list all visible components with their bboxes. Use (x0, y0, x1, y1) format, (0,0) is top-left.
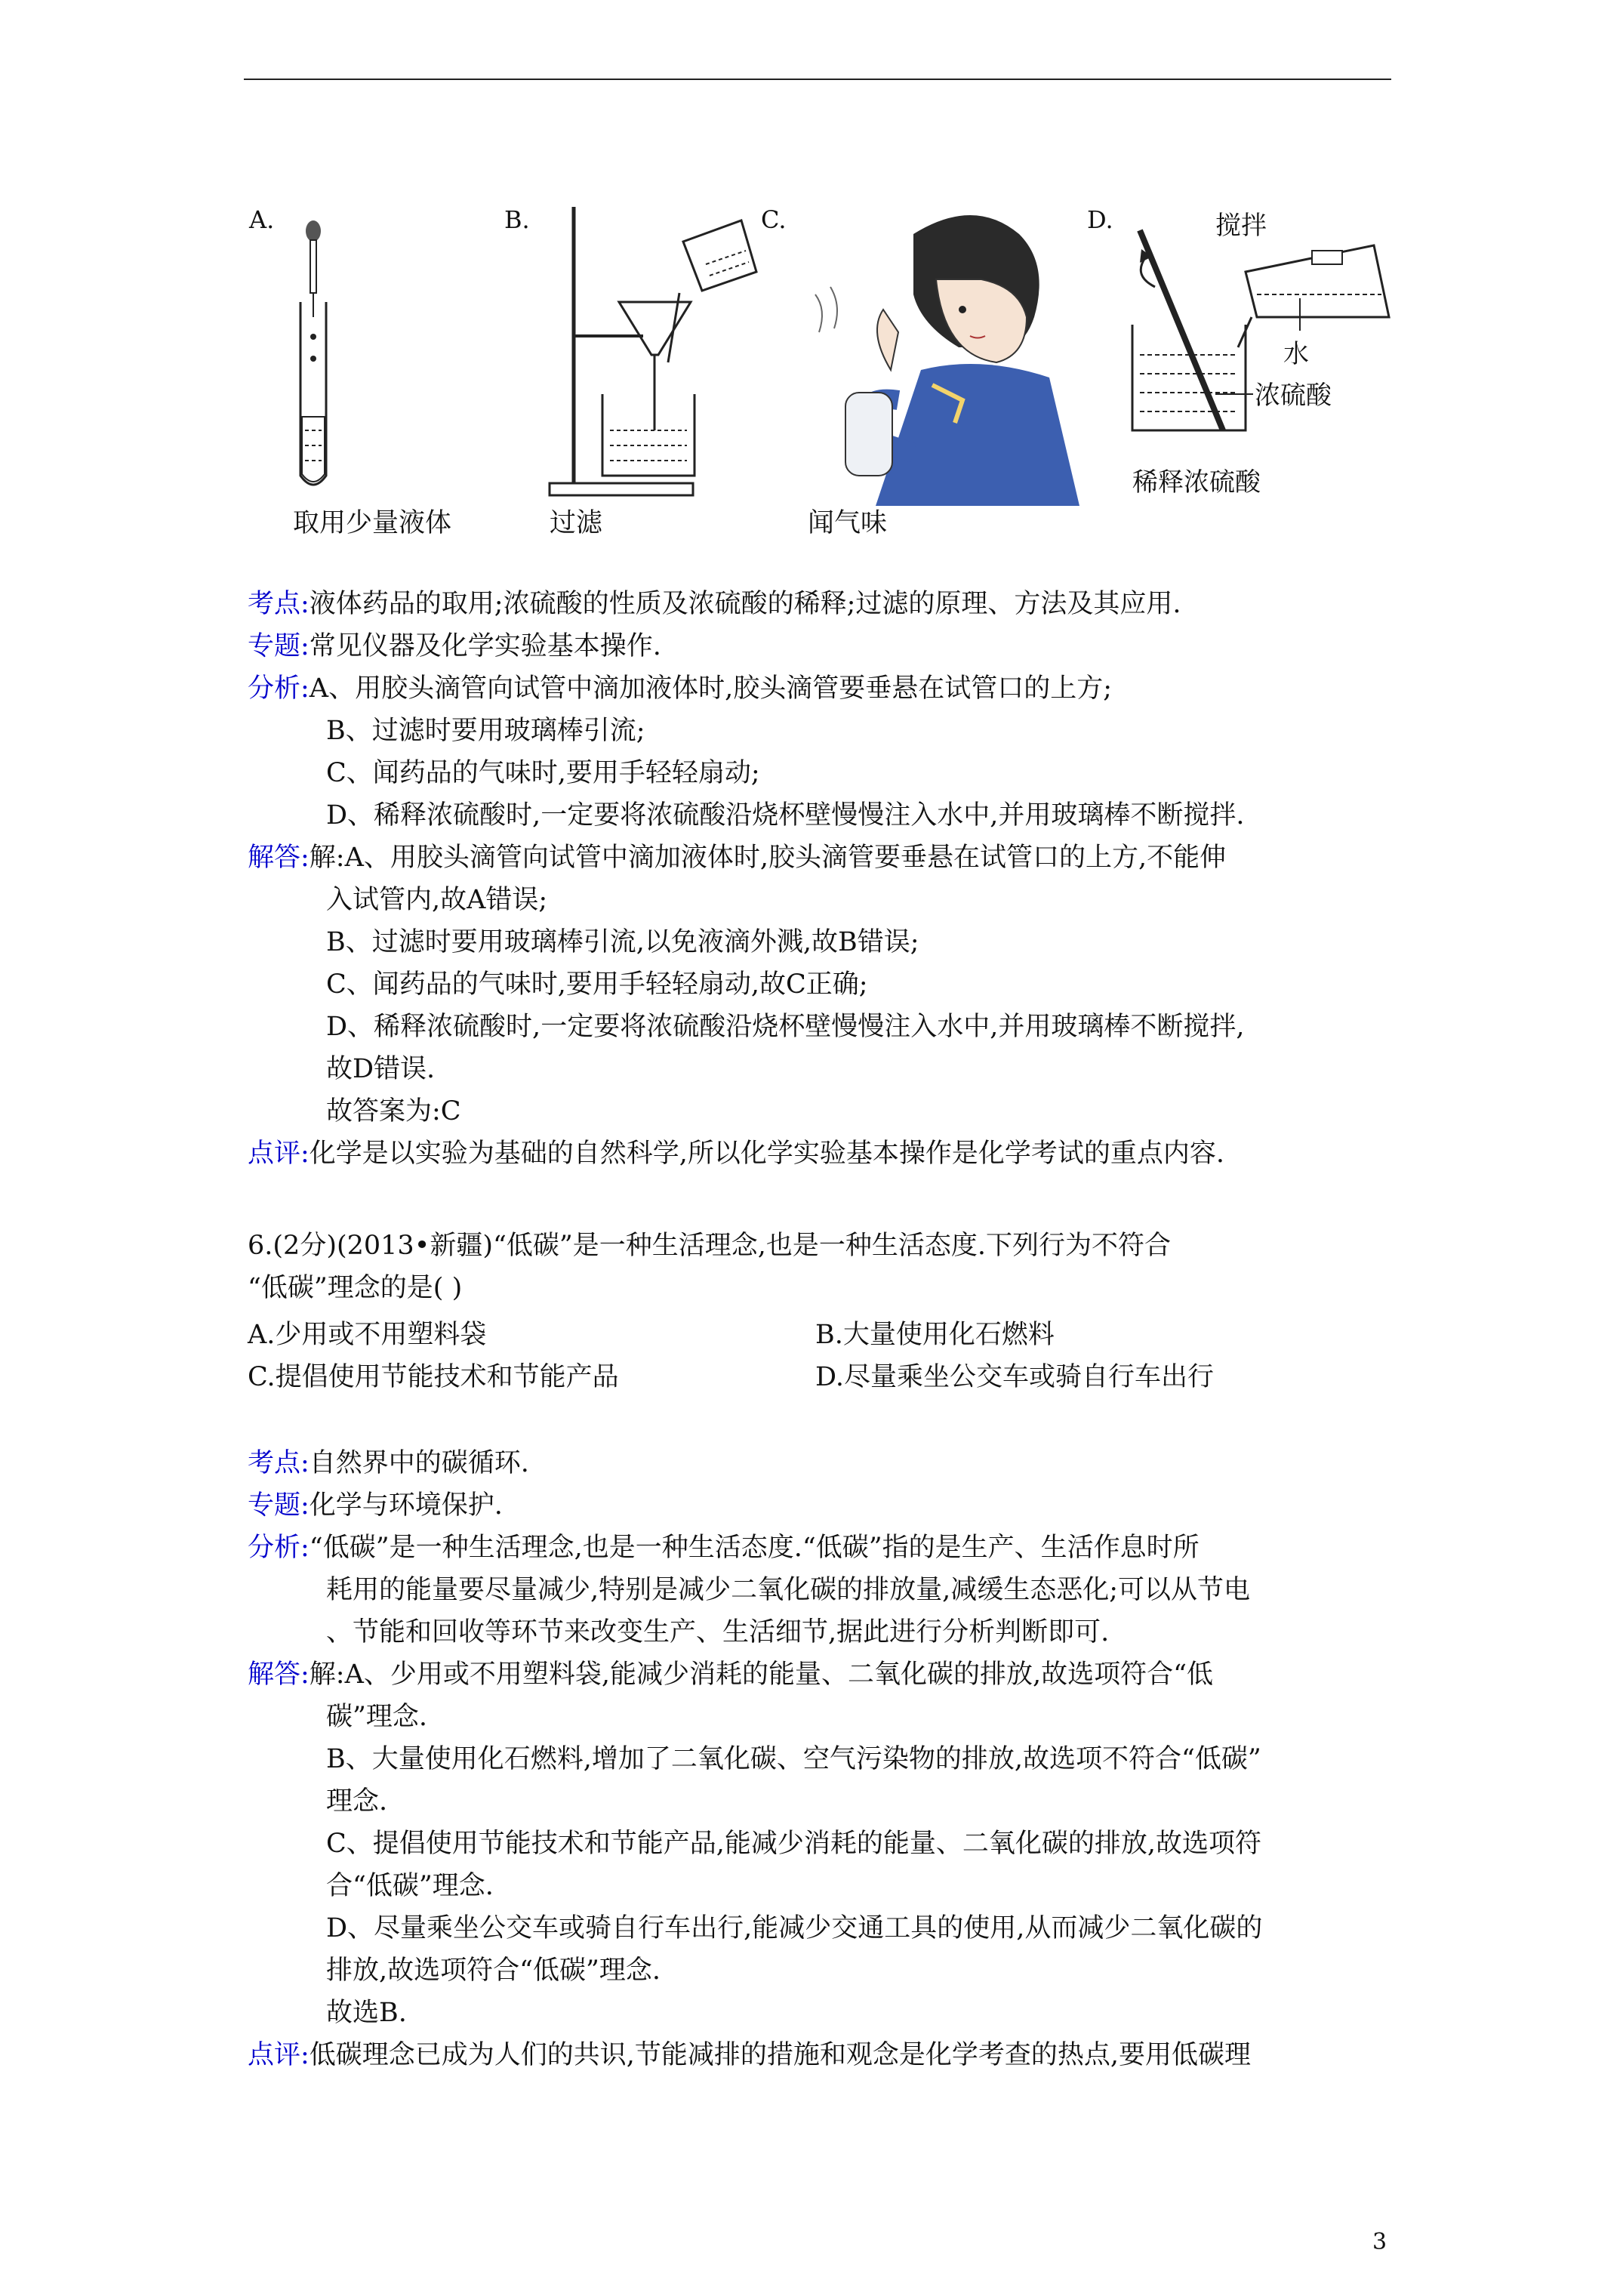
q6-dianping (248, 2039, 1251, 2072)
q6-stem-line-1: 6.(2分)(2013•新疆)“低碳”是一种生活理念,也是一种生活态度.下列行为不符合 (248, 1231, 1172, 1261)
q6-jieda-line-1 (248, 1658, 1213, 1691)
q6-option-b: B.大量使用化石燃料 (815, 1320, 1055, 1350)
figure-b-letter: B. (504, 205, 530, 234)
q6-jieda-line-7: D、尽量乘坐公交车或骑自行车出行,能减少交通工具的使用,从而减少二氧化碳的 (326, 1913, 1263, 1943)
figure-d-letter: D. (1087, 205, 1113, 234)
q6-option-d: D.尽量乘坐公交车或骑自行车出行 (815, 1362, 1214, 1392)
q5-fenxi-line-3: C、闻药品的气味时,要用手轻轻扇动; (326, 758, 760, 788)
figure-c-smelling-illustration (808, 204, 1079, 551)
figure-a-dropper-test-tube (279, 204, 370, 551)
q6-jieda-line-8: 排放,故选项符合“低碳”理念. (326, 1955, 661, 1986)
q6-fenxi-line-2: 耗用的能量要尽量减少,特别是减少二氧化碳的排放量,减缓生态恶化;可以从节电 (326, 1575, 1251, 1605)
figure-a-caption: 取用少量液体 (293, 508, 452, 538)
q5-jieda-line-2: 入试管内,故A错误; (326, 885, 548, 915)
q5-dianping-text: 化学是以实验为基础的自然科学,所以化学实验基本操作是化学考试的重点内容. (309, 1139, 1225, 1169)
q5-fenxi-line-2: B、过滤时要用玻璃棒引流; (326, 716, 645, 746)
q6-fenxi-line-3: 、节能和回收等环节来改变生产、生活细节,据此进行分析判断即可. (326, 1617, 1110, 1647)
figure-c-letter: C. (761, 205, 787, 234)
q5-fenxi-text-1: A、用胶头滴管向试管中滴加液体时,胶头滴管要垂悬在试管口的上方; (309, 673, 1112, 704)
q6-fenxi-label: 分析: (248, 1533, 310, 1563)
figure-b-filtration (544, 204, 770, 551)
q6-jieda-line-2: 碳”理念. (326, 1702, 428, 1732)
page-number: 3 (1372, 2229, 1387, 2255)
q6-zhuanti (248, 1489, 503, 1522)
q6-jieda-line-3: B、大量使用化石燃料,增加了二氧化碳、空气污染物的排放,故选项不符合“低碳” (326, 1744, 1261, 1774)
q5-dianping-label: 点评: (248, 1139, 310, 1169)
q6-jieda-text-1: 解:A、少用或不用塑料袋,能减少消耗的能量、二氧化碳的排放,故选项符合“低 (309, 1660, 1214, 1690)
figure-d-caption: 稀释浓硫酸 (1132, 467, 1261, 498)
q5-jieda-line-5: D、稀释浓硫酸时,一定要将浓硫酸沿烧杯壁慢慢注入水中,并用玻璃棒不断搅拌, (326, 1012, 1245, 1042)
q5-fenxi-line-4: D、稀释浓硫酸时,一定要将浓硫酸沿烧杯壁慢慢注入水中,并用玻璃棒不断搅拌. (326, 800, 1245, 831)
q5-dianping (248, 1137, 1224, 1170)
q5-kaodian-label: 考点: (248, 589, 310, 619)
q5-zhuanti (248, 630, 661, 663)
q6-jieda-line-5: C、提倡使用节能技术和节能产品,能减少消耗的能量、二氧化碳的排放,故选项符 (326, 1829, 1262, 1859)
q6-dianping-text: 低碳理念已成为人们的共识,节能减排的措施和观念是化学考查的热点,要用低碳理 (309, 2040, 1252, 2070)
q5-fenxi-line-1 (248, 672, 1112, 705)
q5-jieda-line-4: C、闻药品的气味时,要用手轻轻扇动,故C正确; (326, 969, 868, 1000)
q5-jieda-line-6: 故D错误. (326, 1054, 436, 1084)
q6-option-c: C.提倡使用节能技术和节能产品 (248, 1362, 619, 1392)
q6-jieda-line-4: 理念. (326, 1786, 388, 1817)
figure-d-water-label: 水 (1283, 339, 1309, 369)
figure-b-caption: 过滤 (550, 508, 603, 538)
q5-zhuanti-label: 专题: (248, 631, 310, 661)
q6-jieda-line-9: 故选B. (326, 1998, 407, 2028)
figure-a-letter: A. (249, 205, 275, 234)
q5-zhuanti-text: 常见仪器及化学实验基本操作. (309, 631, 661, 661)
figure-d-acid-label: 浓硫酸 (1255, 381, 1332, 411)
q6-zhuanti-text: 化学与环境保护. (309, 1490, 503, 1521)
q6-stem-line-2: “低碳”理念的是( ) (248, 1273, 463, 1303)
figure-d-stir-label: 搅拌 (1215, 211, 1267, 241)
q6-fenxi-line-1 (248, 1531, 1200, 1564)
q6-zhuanti-label: 专题: (248, 1490, 310, 1521)
q6-jieda-label: 解答: (248, 1660, 310, 1690)
q5-jieda-line-1 (248, 841, 1226, 874)
figure-d-dilution-diagram (1125, 204, 1397, 551)
q6-dianping-label: 点评: (248, 2040, 310, 2070)
q5-kaodian (248, 587, 1181, 621)
q6-kaodian-label: 考点: (248, 1448, 310, 1478)
q6-kaodian-text: 自然界中的碳循环. (309, 1448, 529, 1478)
q6-jieda-line-6: 合“低碳”理念. (326, 1871, 494, 1901)
q5-jieda-label: 解答: (248, 843, 310, 873)
q5-jieda-line-7: 故答案为:C (326, 1096, 461, 1126)
header-rule (244, 79, 1391, 80)
q5-kaodian-text: 液体药品的取用;浓硫酸的性质及浓硫酸的稀释;过滤的原理、方法及其应用. (309, 589, 1181, 619)
q5-jieda-line-3: B、过滤时要用玻璃棒引流,以免液滴外溅,故B错误; (326, 927, 919, 957)
q6-fenxi-text-1: “低碳”是一种生活理念,也是一种生活态度.“低碳”指的是生产、生活作息时所 (309, 1533, 1200, 1563)
q6-option-a: A.少用或不用塑料袋 (248, 1320, 487, 1350)
q5-fenxi-label: 分析: (248, 673, 310, 704)
figure-c-caption: 闻气味 (808, 508, 888, 538)
q6-kaodian (248, 1447, 529, 1480)
q5-jieda-text-1: 解:A、用胶头滴管向试管中滴加液体时,胶头滴管要垂悬在试管口的上方,不能伸 (309, 843, 1227, 873)
